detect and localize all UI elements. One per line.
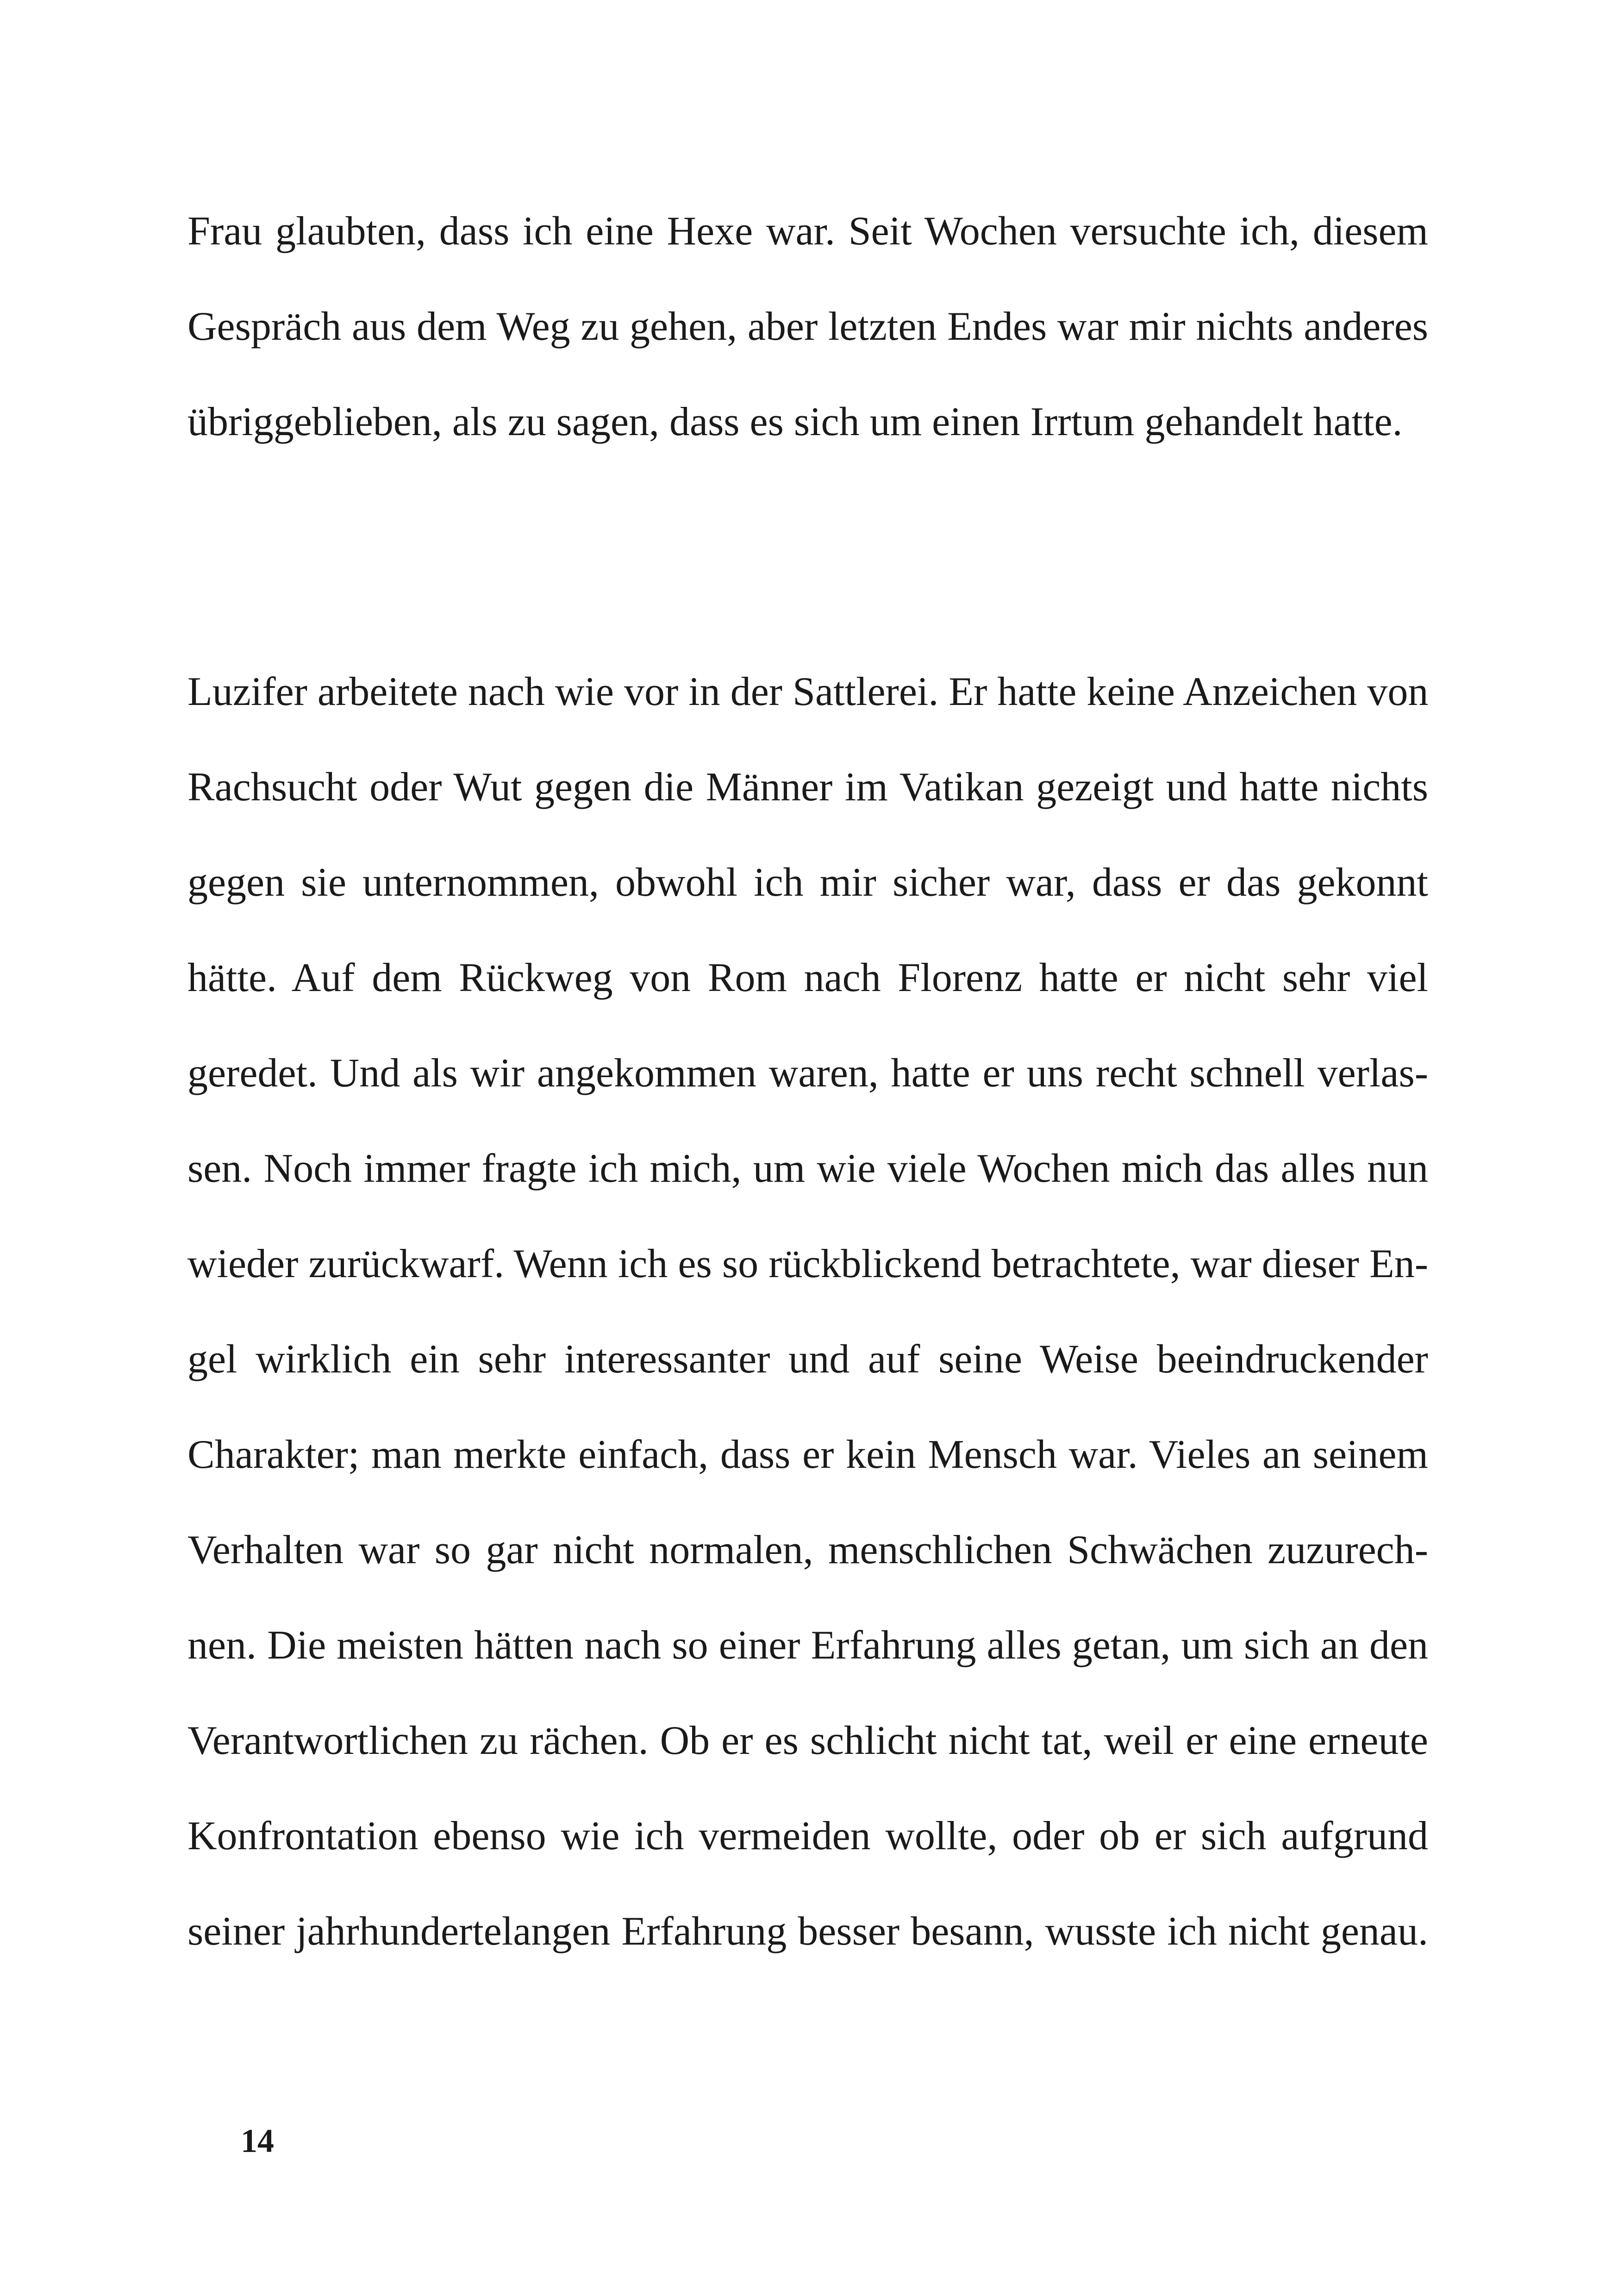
text-line: wieder zurückwarf. Wenn ich es so rückblickend betrachtete, war dieser En- (187, 1241, 1428, 1286)
text-line: übriggeblieben, als zu sagen, dass es sich um einen Irrtum gehandelt hatte. (187, 399, 1403, 444)
text-line: Gespräch aus dem Weg zu gehen, aber letzten Endes war mir nichts anderes (187, 304, 1428, 349)
page-number: 14 (241, 2122, 274, 2159)
text-line: sen. Noch immer fragte ich mich, um wie viele Wochen mich das alles nun (187, 1146, 1428, 1191)
text-line: nen. Die meisten hätten nach so einer Erfahrung alles getan, um sich an den (187, 1623, 1428, 1668)
text-line: geredet. Und als wir angekommen waren, hatte er uns recht schnell verlas- (187, 1051, 1428, 1096)
text-line: Frau glaubten, dass ich eine Hexe war. Seit Wochen versuchte ich, diesem (187, 209, 1428, 254)
text-line: gegen sie unternommen, obwohl ich mir sicher war, dass er das gekonnt (187, 860, 1428, 905)
text-line: Luzifer arbeitete nach wie vor in der Sattlerei. Er hatte keine Anzeichen von (187, 669, 1429, 714)
text-line: hätte. Auf dem Rückweg von Rom nach Florenz hatte er nicht sehr viel (187, 955, 1428, 1000)
text-line: Rachsucht oder Wut gegen die Männer im Vatikan gezeigt und hatte nichts (187, 765, 1428, 810)
text-line: Konfrontation ebenso wie ich vermeiden wollte, oder ob er sich aufgrund (187, 1814, 1428, 1858)
text-line: Charakter; man merkte einfach, dass er kein Mensch war. Vieles an seinem (187, 1432, 1428, 1477)
text-line: gel wirklich ein sehr interessanter und auf seine Weise beeindruckender (187, 1337, 1428, 1382)
text-line: Verhalten war so gar nicht normalen, menschlichen Schwächen zuzurech- (187, 1528, 1428, 1572)
text-line: seiner jahrhundertelangen Erfahrung besser besann, wusste ich nicht genau. (187, 1909, 1428, 1954)
text-line: Verantwortlichen zu rächen. Ob er es schlicht nicht tat, weil er eine erneute (187, 1718, 1428, 1763)
